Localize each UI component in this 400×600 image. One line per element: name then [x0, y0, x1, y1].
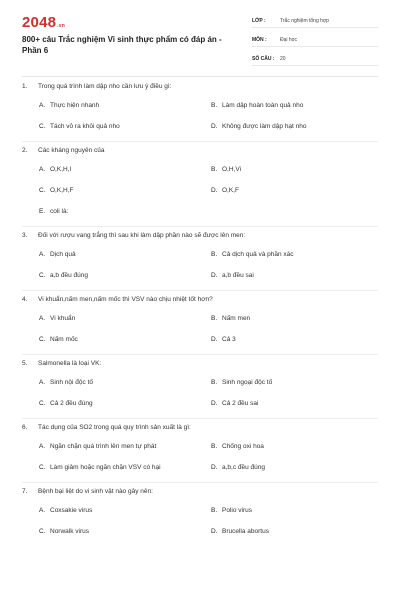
option-text: Nấm men — [222, 315, 251, 322]
option-text: Thực hiện nhanh — [50, 102, 100, 109]
option-letter: C. — [39, 187, 46, 194]
question-text — [22, 147, 105, 154]
option-letter: A. — [39, 507, 46, 514]
answer-option[interactable] — [39, 528, 89, 535]
option-text: Cả 2 đều đúng — [50, 400, 93, 407]
answer-option[interactable] — [39, 272, 88, 279]
question-number: 5. — [22, 360, 28, 367]
answer-option[interactable] — [211, 187, 239, 194]
option-letter: B. — [211, 379, 218, 386]
option-letter: D. — [211, 272, 218, 279]
brand-logo-text: 2048 — [22, 14, 57, 31]
answer-option[interactable] — [211, 123, 307, 130]
option-text: a,b đều đúng — [50, 272, 88, 279]
option-text: Chống oxi hoa — [222, 443, 264, 450]
answer-option[interactable] — [39, 443, 156, 450]
option-letter: B. — [211, 315, 218, 322]
option-letter: C. — [39, 464, 46, 471]
answer-option[interactable] — [211, 315, 250, 322]
answer-option[interactable] — [211, 272, 254, 279]
question-number: 7. — [22, 488, 28, 495]
option-letter: C. — [39, 272, 46, 279]
meta-label: LỚP : — [252, 17, 266, 24]
question-stem: Vi khuẩn,nấm men,nấm mốc thì VSV nào chịu nhiệt tốt hơn? — [38, 296, 213, 303]
option-letter: A. — [39, 166, 46, 173]
answer-option[interactable] — [39, 123, 120, 130]
meta-panel — [252, 14, 378, 71]
answer-option[interactable] — [211, 166, 241, 173]
option-letter: D. — [211, 187, 218, 194]
answer-option[interactable] — [39, 336, 78, 343]
option-letter: B. — [211, 251, 218, 258]
question-item — [22, 419, 378, 483]
question-text — [22, 296, 213, 303]
option-text: Sinh ngoại độc tố — [222, 379, 273, 386]
option-letter: C. — [39, 336, 46, 343]
option-letter: D. — [211, 528, 218, 535]
option-text: Cả 3 — [222, 336, 236, 343]
option-letter: D. — [211, 400, 218, 407]
question-text — [22, 424, 191, 431]
question-number: 4. — [22, 296, 28, 303]
question-number: 1. — [22, 83, 28, 90]
option-text: Dịch quả — [50, 251, 76, 258]
option-text: a,b đều sai — [222, 272, 254, 279]
meta-row — [252, 52, 378, 66]
meta-value: Trắc nghiệm tổng hợp — [280, 17, 329, 24]
meta-value: Đại học — [280, 36, 297, 43]
meta-label: MÔN : — [252, 36, 267, 43]
question-text — [22, 232, 245, 239]
option-text: Làm giảm hoặc ngăn chặn VSV có hại — [50, 464, 161, 471]
option-text: Brucella abortus — [222, 528, 269, 535]
option-letter: B. — [211, 166, 218, 173]
option-letter: B. — [211, 102, 218, 109]
option-text: Vi khuẩn — [50, 315, 76, 322]
question-stem: Đối với rượu vang trắng thì sau khi làm dập phần nào sẽ được lên men: — [38, 232, 246, 239]
question-stem: Tác dụng của SO2 trong quá quy trình sản xuất là gì: — [38, 424, 191, 431]
option-text: Sinh nội độc tố — [50, 379, 94, 386]
question-item — [22, 227, 378, 291]
brand-logo[interactable] — [22, 14, 65, 31]
option-text: Ngăn chặn quá trình lên men tự phát — [50, 443, 157, 450]
option-text: Làm dập hoàn toàn quả nho — [222, 102, 304, 109]
meta-value: 20 — [280, 55, 286, 62]
answer-option[interactable] — [39, 251, 76, 258]
question-text — [22, 83, 171, 90]
answer-option[interactable] — [211, 507, 252, 514]
answer-option[interactable] — [39, 400, 93, 407]
option-text: Tách vỏ ra khỏi quả nho — [50, 123, 120, 130]
answer-option[interactable] — [211, 102, 303, 109]
option-text: Cả dịch quả và phần xác — [222, 251, 294, 258]
question-stem: Bệnh bại liệt do vi sinh vật nào gây nên: — [38, 488, 153, 495]
option-letter: B. — [211, 507, 218, 514]
option-letter: A. — [39, 315, 46, 322]
answer-option[interactable] — [39, 315, 75, 322]
option-letter: B. — [211, 443, 218, 450]
option-text: Nấm mốc — [50, 336, 78, 343]
option-letter: D. — [211, 123, 218, 130]
answer-option[interactable] — [39, 464, 161, 471]
question-text — [22, 488, 153, 495]
answer-option[interactable] — [39, 102, 99, 109]
option-letter: D. — [211, 336, 218, 343]
answer-option[interactable] — [39, 187, 73, 194]
option-text: O,K,H,F — [50, 187, 74, 194]
answer-option[interactable] — [211, 443, 264, 450]
question-number: 2. — [22, 147, 28, 154]
document-title: 800+ câu Trắc nghiệm Vi sinh thực phẩm có đáp án - Phần 6 — [22, 35, 222, 55]
option-text: O,H,Vi — [222, 166, 242, 173]
option-text: a,b,c đều đúng — [222, 464, 266, 471]
option-text: O,K,H,I — [50, 166, 72, 173]
option-text: Coxsakie virus — [50, 507, 93, 514]
option-text: Norwalk virus — [50, 528, 90, 535]
header-divider — [22, 76, 378, 77]
answer-option[interactable] — [211, 251, 294, 258]
question-item — [22, 142, 378, 227]
answer-option[interactable] — [211, 528, 269, 535]
question-number: 6. — [22, 424, 28, 431]
question-item — [22, 355, 378, 419]
option-letter: D. — [211, 464, 218, 471]
header — [0, 0, 400, 76]
option-letter: E. — [39, 208, 46, 215]
question-item — [22, 291, 378, 355]
answer-option[interactable] — [39, 507, 92, 514]
meta-row — [252, 14, 378, 28]
option-text: O,K,F — [222, 187, 239, 194]
meta-label: SỐ CÂU : — [252, 55, 275, 62]
answer-option[interactable] — [39, 166, 71, 173]
meta-row — [252, 33, 378, 47]
option-letter: C. — [39, 400, 46, 407]
question-stem: Salmonella là loại VK: — [38, 360, 102, 367]
question-stem: Các kháng nguyên của — [38, 147, 105, 154]
answer-option[interactable] — [211, 464, 265, 471]
question-number: 3. — [22, 232, 28, 239]
answer-option[interactable] — [39, 208, 68, 215]
option-letter: C. — [39, 123, 46, 130]
question-item — [22, 483, 378, 547]
answer-option[interactable] — [211, 379, 272, 386]
option-text: Cả 2 đều sai — [222, 400, 259, 407]
option-text: Polio virus — [222, 507, 252, 514]
brand-logo-suffix: .vn — [57, 23, 65, 29]
option-letter: A. — [39, 102, 46, 109]
answer-option[interactable] — [211, 336, 236, 343]
option-letter: A. — [39, 443, 46, 450]
option-letter: C. — [39, 528, 46, 535]
option-letter: A. — [39, 379, 46, 386]
answer-option[interactable] — [39, 379, 93, 386]
question-item — [22, 78, 378, 142]
answer-option[interactable] — [211, 400, 259, 407]
option-text: coli là: — [50, 208, 69, 215]
option-text: Không được làm dập hạt nho — [222, 123, 307, 130]
question-text — [22, 360, 101, 367]
option-letter: A. — [39, 251, 46, 258]
question-stem: Trong quá trình làm dập nho cần lưu ý điều gì: — [38, 83, 172, 90]
